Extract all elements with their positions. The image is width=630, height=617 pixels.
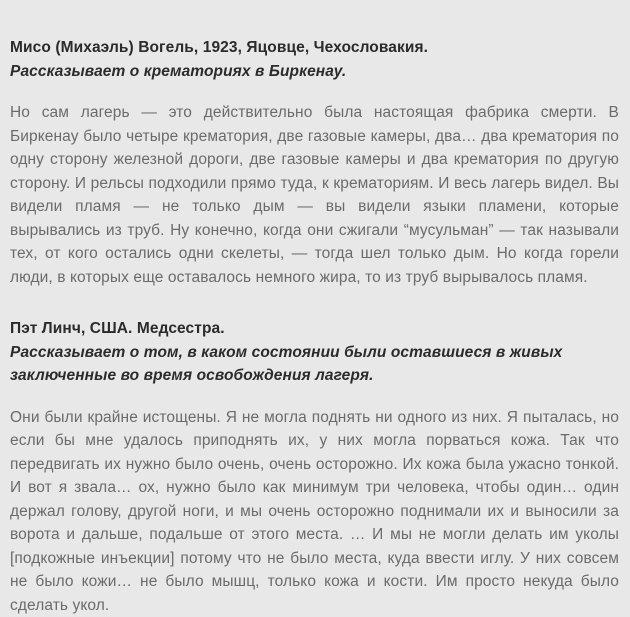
testimony-section-vogel bbox=[10, 36, 619, 289]
testimony-description: Рассказывает о крематориях в Биркенау. bbox=[10, 60, 572, 84]
testimony-text: Они были крайне истощены. Я не могла поднять ни одного из них. Я пыталась, но если бы мне удалось приподнять их, у них могла порваться кожа. Так что передвигать их нужно было очень, очень осторожно. Их кожа была ужасно тонкой. И вот я звала… ох, нужно было как минимум три человека, чтобы один… один держал голову, другой ноги, и мы очень осторожно поднимали их и выносили за ворота и дальше, подальше от этого места. … И мы не могли делать им уколы [подкожные инъекции] потому что не было места, куда ввести иглу. У них совсем не было кожи… не было мышц, только кожа и кости. Им просто некуда было сделать укол. bbox=[10, 406, 619, 617]
speaker-name: Мисо (Михаэль) Вогель, 1923, Яцовце, Чехословакия. bbox=[10, 36, 619, 60]
testimony-text: Но сам лагерь — это действительно была настоящая фабрика смерти. В Биркенау было четыре крематория, две газовые камеры, два… два крематория по одну сторону железной дороги, две газовые камеры и два крематория по другую сторону. И рельсы подходили прямо туда, к крематориям. И весь лагерь видел. Вы видели пламя — не только дым — вы видели языки пламени, которые вырывались из труб. Ну конечно, когда они сжигали “мусульман” — так называли тех, от кого остались одни скелеты, — тогда шел только дым. Но когда горели люди, в которых еще оставалось немного жира, то из труб вырывалось пламя. bbox=[10, 101, 619, 289]
testimony-description: Рассказывает о том, в каком состоянии были оставшиеся в живых заключенные во время освобождения лагеря. bbox=[10, 341, 572, 388]
testimony-section-lynch bbox=[10, 317, 619, 617]
speaker-name: Пэт Линч, США. Медсестра. bbox=[10, 317, 619, 341]
